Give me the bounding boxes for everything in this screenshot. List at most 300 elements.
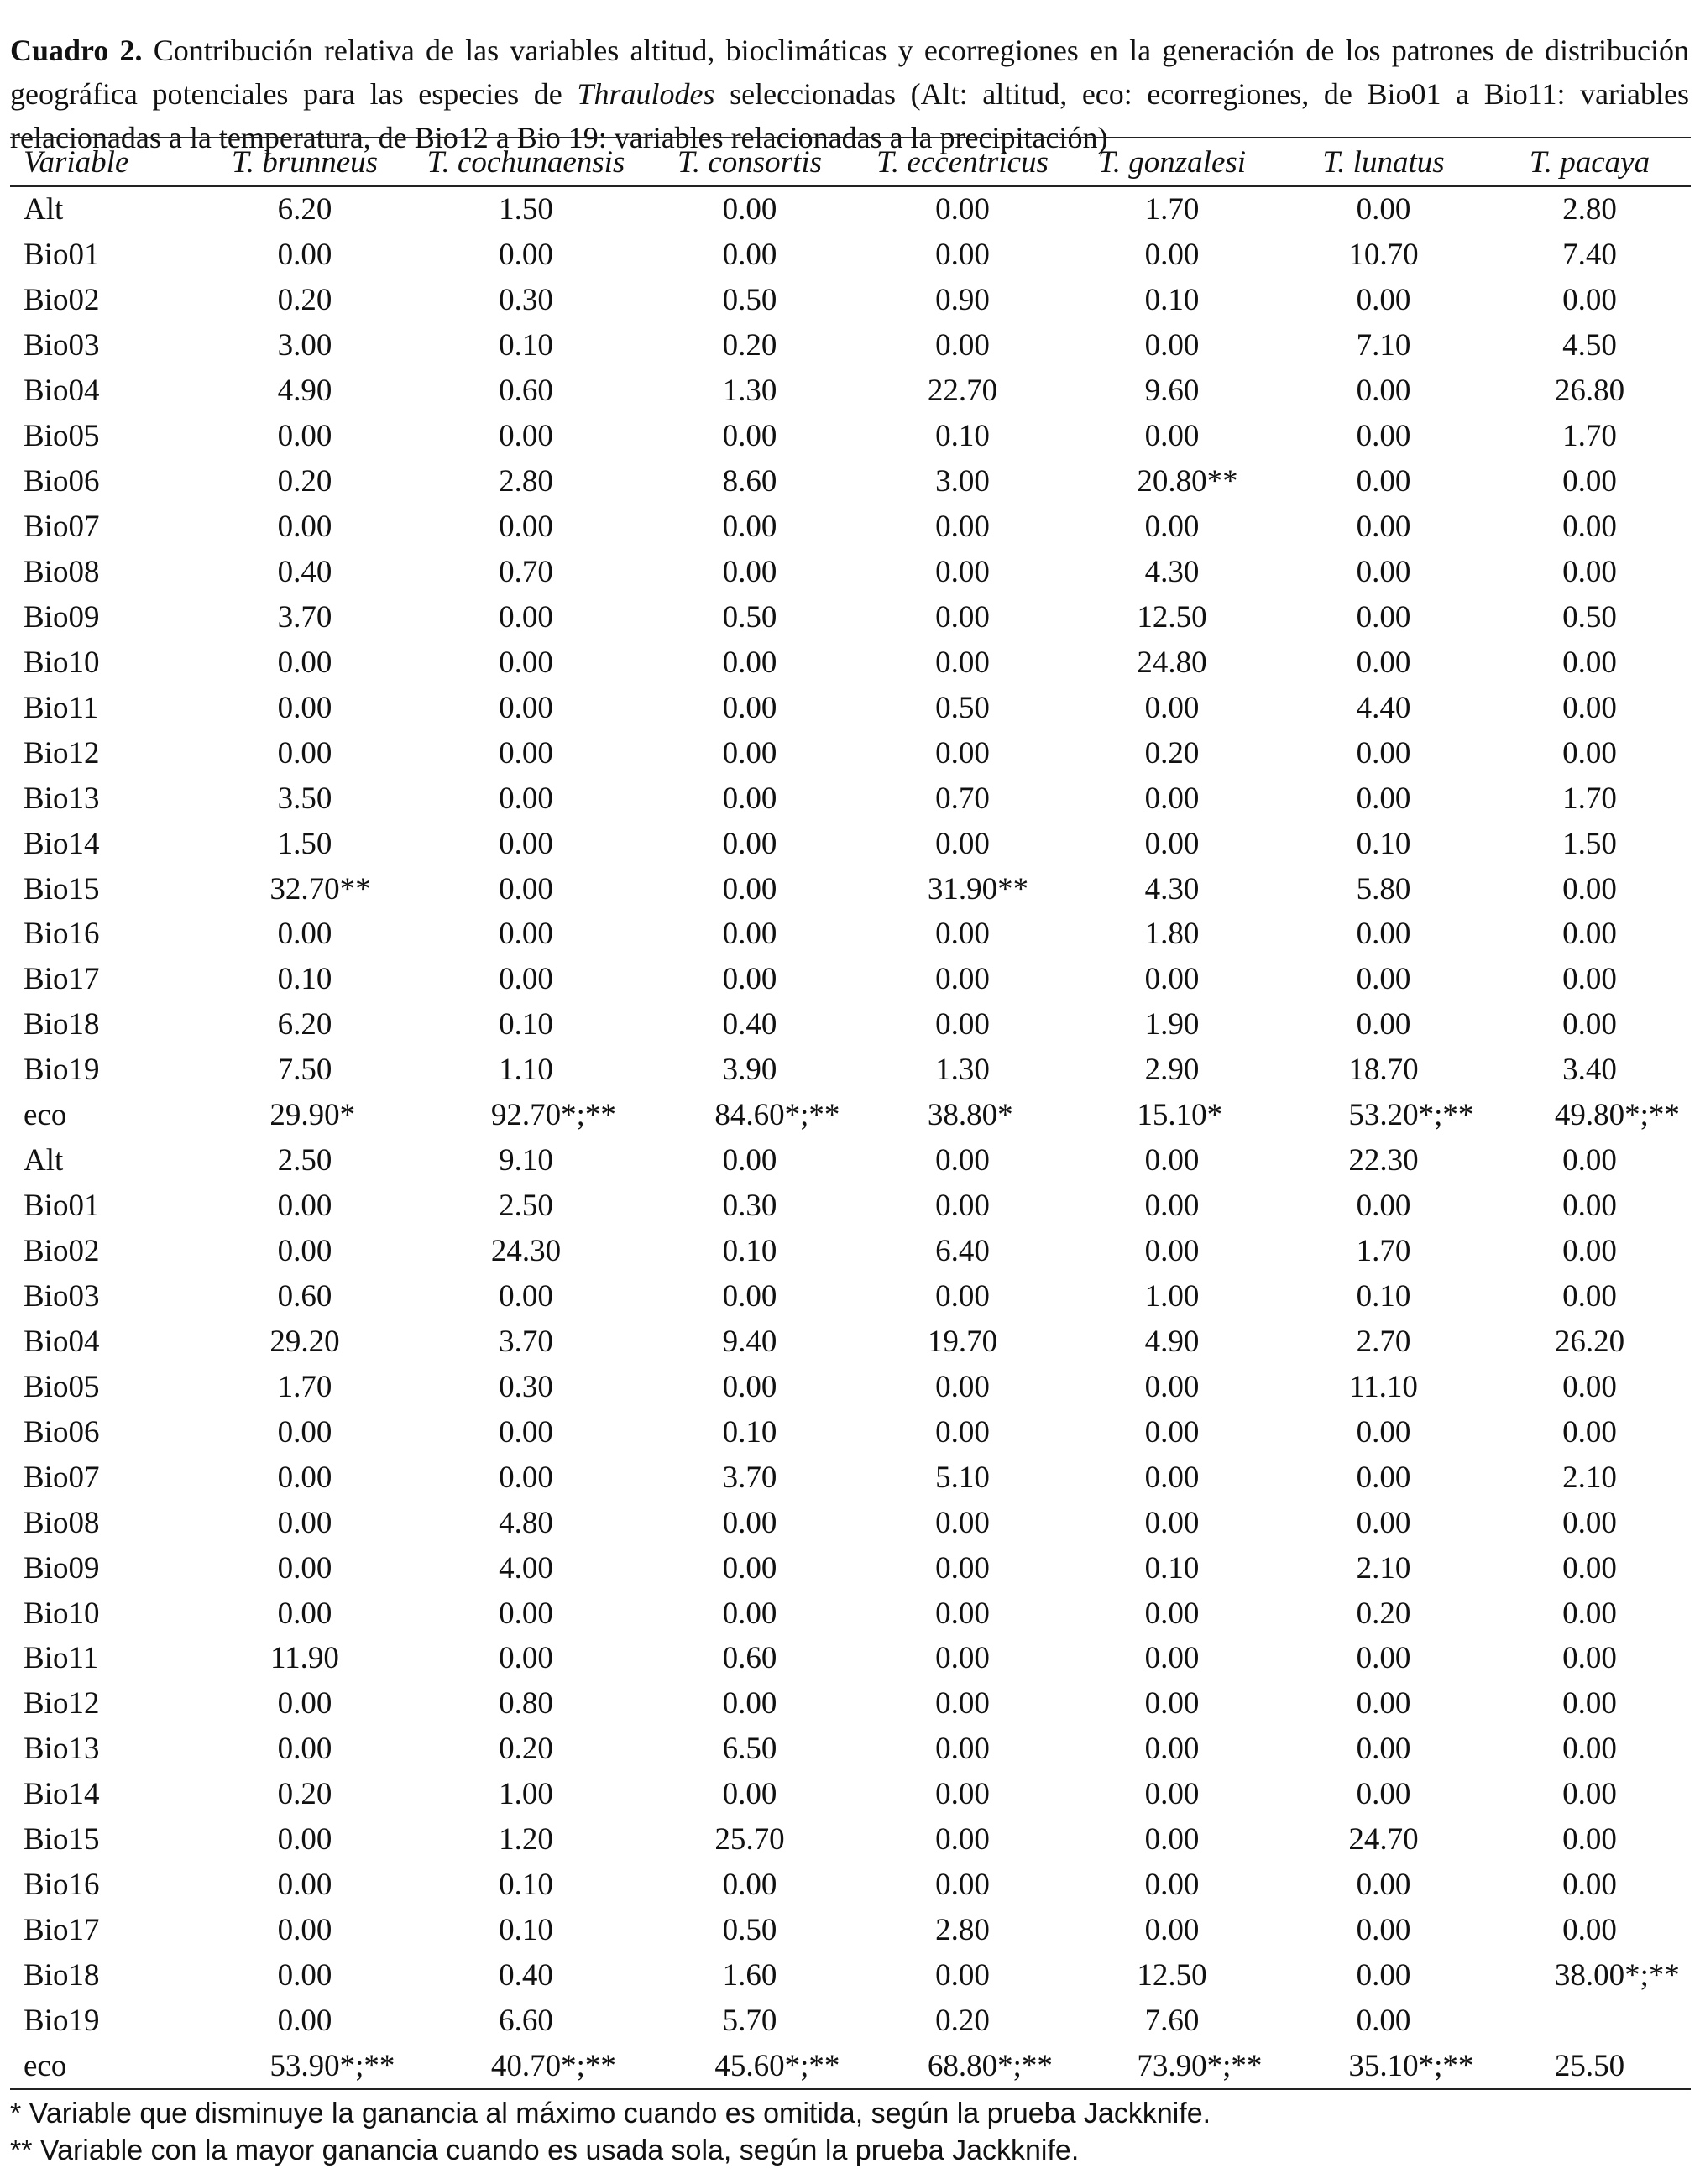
- cell-value: 1.50: [277, 826, 332, 861]
- value-cell: [1488, 1863, 1691, 1908]
- cell-value: 1.10: [499, 1053, 553, 1088]
- cell-value: 0.50: [935, 690, 990, 725]
- cell-value: 0.00: [935, 1686, 990, 1722]
- value-cell: [640, 1591, 860, 1636]
- value-cell: [1279, 1953, 1488, 1999]
- value-cell: [197, 550, 412, 595]
- cell-value: 1.70: [1356, 1234, 1411, 1269]
- value-cell: [860, 1319, 1065, 1364]
- value-cell: [860, 323, 1065, 368]
- value-cell: [412, 459, 640, 504]
- cell-value: 0.00: [1356, 1732, 1411, 1767]
- variable-name-cell: Bio19: [24, 1053, 100, 1088]
- cell-value: 0.00: [935, 1732, 990, 1767]
- value-cell: [1488, 1591, 1691, 1636]
- caption-genus: Thraulodes: [577, 77, 715, 111]
- value-cell: [412, 504, 640, 550]
- cell-value: 1.00: [1144, 1278, 1200, 1314]
- variable-name-cell: Bio12: [24, 735, 100, 771]
- value-cell: [412, 957, 640, 1002]
- value-cell: [197, 1908, 412, 1953]
- table-row: [10, 1048, 1691, 1093]
- value-cell: [1065, 1863, 1279, 1908]
- value-cell: [197, 1229, 412, 1274]
- cell-value: 0.00: [1356, 1007, 1411, 1042]
- variable-name-cell: Bio17: [24, 962, 100, 997]
- cell-value: 0.00: [277, 1550, 332, 1586]
- table-row: [10, 1455, 1691, 1500]
- footnote-single-star: * Variable que disminuye la ganancia al máximo cuando es omitida, según la prueba Jackknife.: [10, 2098, 1211, 2129]
- cell-value: 0.00: [499, 1414, 553, 1450]
- cell-value: 0.00: [277, 1189, 332, 1224]
- variable-name-cell: Bio08: [24, 554, 100, 589]
- table-row: [10, 1409, 1691, 1455]
- cell-value: 0.00: [935, 1550, 990, 1586]
- value-cell: [1488, 1274, 1691, 1319]
- value-cell: [1279, 1364, 1488, 1409]
- variable-name-cell: eco: [24, 1098, 67, 1133]
- value-cell: [1488, 504, 1691, 550]
- value-cell: [1065, 1138, 1279, 1183]
- value-cell: [197, 1455, 412, 1500]
- value-cell: [1279, 594, 1488, 640]
- variable-name-cell: Alt: [24, 192, 64, 227]
- value-cell: [1279, 1772, 1488, 1817]
- cell-value: 0.20: [277, 283, 332, 318]
- cell-value: 0.10: [499, 1913, 553, 1948]
- cell-value: 6.20: [277, 1007, 332, 1042]
- value-cell: [860, 1908, 1065, 1953]
- table-row: [10, 1681, 1691, 1727]
- value-cell: [1065, 866, 1279, 912]
- value-cell: [1488, 1138, 1691, 1183]
- value-cell: [1065, 2043, 1279, 2089]
- variable-name-cell: Alt: [24, 1143, 64, 1178]
- value-cell: [1488, 368, 1691, 414]
- value-cell: [1279, 1863, 1488, 1908]
- cell-value: 0.00: [277, 1414, 332, 1450]
- cell-value: 7.50: [277, 1053, 332, 1088]
- cell-value: 0.20: [1144, 735, 1200, 771]
- cell-value: 0.00: [1562, 1686, 1617, 1722]
- table-body: [10, 186, 1691, 2089]
- value-cell: [860, 1727, 1065, 1772]
- cell-value: 0.00: [722, 826, 777, 861]
- value-cell: [1488, 730, 1691, 776]
- value-cell: [860, 1183, 1065, 1229]
- cell-value: 0.00: [1562, 735, 1617, 771]
- value-cell: [197, 1591, 412, 1636]
- cell-value: 0.00: [935, 1007, 990, 1042]
- cell-value: 0.00: [1562, 1868, 1617, 1903]
- significance-mark: *: [1206, 1098, 1223, 1133]
- table-row: [10, 550, 1691, 595]
- cell-value: 0.00: [1144, 1234, 1200, 1269]
- table-row: [10, 957, 1691, 1002]
- value-cell: [1488, 186, 1691, 233]
- variable-name-cell: Bio05: [24, 1369, 100, 1404]
- table-row: [10, 1772, 1691, 1817]
- caption-text-2: seleccionadas (Alt: altitud, eco: ecorregiones, de Bio01 a Bio11: variables relacionadas a la temperatura, de Bio12 a Bio 19: variables relacionadas a la precipitación): [10, 77, 1690, 154]
- cell-value: 0.00: [935, 1143, 990, 1178]
- variable-name-cell: Bio16: [24, 917, 100, 952]
- value-cell: [860, 1999, 1065, 2044]
- value-cell: [197, 685, 412, 730]
- variable-name-cell: Bio14: [24, 826, 100, 861]
- value-cell: [640, 1319, 860, 1364]
- value-cell: [1279, 1727, 1488, 1772]
- value-cell: [860, 1545, 1065, 1591]
- value-cell: [1488, 459, 1691, 504]
- significance-mark: **: [1206, 464, 1238, 499]
- table-row: [10, 640, 1691, 685]
- value-cell: [197, 414, 412, 459]
- cell-value: 0.00: [1144, 419, 1200, 454]
- value-cell: [412, 1274, 640, 1319]
- cell-value: 29.20: [269, 1324, 340, 1359]
- value-cell: [1065, 821, 1279, 866]
- cell-value: 0.70: [499, 554, 553, 589]
- cell-value: 0.50: [722, 1913, 777, 1948]
- cell-value: 1.30: [935, 1053, 990, 1088]
- value-cell: [640, 2043, 860, 2089]
- value-cell: [197, 1953, 412, 1999]
- value-cell: [197, 459, 412, 504]
- cell-value: 0.70: [935, 781, 990, 816]
- cell-value: 7.60: [1144, 2003, 1200, 2038]
- cell-value: 2.10: [1356, 1550, 1411, 1586]
- table-row: [10, 504, 1691, 550]
- cell-value: 0.00: [722, 1686, 777, 1722]
- cell-value: 0.00: [1356, 599, 1411, 635]
- header-species: T. eccentricus: [860, 138, 1065, 186]
- value-cell: [412, 368, 640, 414]
- value-cell: [1279, 1002, 1488, 1048]
- cell-value: 15.10 *: [1137, 1098, 1223, 1133]
- cell-value: 1.30: [722, 374, 777, 409]
- cell-value: 92.70 *;**: [490, 1098, 616, 1133]
- value-cell: [197, 1274, 412, 1319]
- cell-value: 4.30: [1144, 554, 1200, 589]
- variable-name-cell: Bio09: [24, 599, 100, 635]
- cell-value: 0.00: [1356, 1686, 1411, 1722]
- value-cell: [197, 1002, 412, 1048]
- value-cell: [640, 414, 860, 459]
- value-cell: [1065, 776, 1279, 821]
- cell-value: 53.90 *;**: [269, 2048, 395, 2083]
- cell-value: 7.40: [1562, 238, 1617, 273]
- value-cell: [412, 1183, 640, 1229]
- cell-value: 0.00: [277, 509, 332, 545]
- cell-value: 0.00: [1562, 1641, 1617, 1676]
- value-cell: [412, 1999, 640, 2044]
- value-cell: [1488, 1364, 1691, 1409]
- value-cell: [1488, 414, 1691, 459]
- value-cell: [412, 821, 640, 866]
- cell-value: 0.00: [277, 690, 332, 725]
- variable-name-cell: Bio01: [24, 238, 100, 273]
- value-cell: [1279, 957, 1488, 1002]
- variable-name-cell: Bio08: [24, 1505, 100, 1540]
- value-cell: [412, 550, 640, 595]
- cell-value: 3.90: [722, 1053, 777, 1088]
- value-cell: [640, 1545, 860, 1591]
- value-cell: [1279, 640, 1488, 685]
- cell-value: 0.00: [722, 962, 777, 997]
- value-cell: [640, 640, 860, 685]
- cell-value: 9.60: [1144, 374, 1200, 409]
- cell-value: 0.00: [1356, 645, 1411, 680]
- cell-value: 0.00: [1562, 1913, 1617, 1948]
- value-cell: [860, 685, 1065, 730]
- cell-value: 20.80 **: [1137, 464, 1238, 499]
- cell-value: 0.00: [722, 1868, 777, 1903]
- value-cell: [197, 1772, 412, 1817]
- cell-value: 0.00: [722, 509, 777, 545]
- cell-value: 0.00: [722, 192, 777, 227]
- cell-value: 0.00: [722, 781, 777, 816]
- cell-value: 0.00: [722, 735, 777, 771]
- significance-mark: **: [339, 871, 371, 907]
- cell-value: 0.00: [1562, 1007, 1617, 1042]
- variable-name-cell: Bio04: [24, 374, 100, 409]
- value-cell: [412, 1953, 640, 1999]
- header-species: T. lunatus: [1279, 138, 1488, 186]
- value-cell: [1279, 685, 1488, 730]
- cell-value: 0.00: [1144, 690, 1200, 725]
- value-cell: [1065, 1319, 1279, 1364]
- value-cell: [1279, 866, 1488, 912]
- variable-name-cell: Bio17: [24, 1913, 100, 1948]
- cell-value: 53.20 *;**: [1348, 1098, 1474, 1133]
- cell-value: 0.00: [935, 192, 990, 227]
- value-cell: [1279, 776, 1488, 821]
- value-cell: [412, 1817, 640, 1863]
- cell-value: 0.00: [1562, 1414, 1617, 1450]
- cell-value: 0.00: [935, 238, 990, 273]
- value-cell: [1065, 1591, 1279, 1636]
- cell-value: 3.70: [277, 599, 332, 635]
- value-cell: [1279, 1545, 1488, 1591]
- cell-value: 0.00: [1144, 1913, 1200, 1948]
- variable-name-cell: Bio11: [24, 1641, 99, 1676]
- value-cell: [1488, 550, 1691, 595]
- cell-value: 0.00: [1144, 1641, 1200, 1676]
- value-cell: [1279, 1999, 1488, 2044]
- cell-value: 2.90: [1144, 1053, 1200, 1088]
- table-row: [10, 1999, 1691, 2044]
- value-cell: [197, 1863, 412, 1908]
- cell-value: 0.00: [277, 1913, 332, 1948]
- header-species: T. cochunaensis: [412, 138, 640, 186]
- value-cell: [1065, 1183, 1279, 1229]
- value-cell: [1279, 1048, 1488, 1093]
- value-cell: [197, 594, 412, 640]
- value-cell: [412, 640, 640, 685]
- significance-mark: *;**: [1418, 2048, 1474, 2083]
- cell-value: 9.10: [499, 1143, 553, 1178]
- value-cell: [1065, 730, 1279, 776]
- cell-value: 0.00: [1562, 1234, 1617, 1269]
- value-cell: [412, 1908, 640, 1953]
- value-cell: [1279, 1183, 1488, 1229]
- cell-value: 0.00: [499, 599, 553, 635]
- cell-value: 0.00: [1356, 374, 1411, 409]
- value-cell: [640, 821, 860, 866]
- cell-value: 0.00: [935, 735, 990, 771]
- value-cell: [197, 730, 412, 776]
- value-cell: [1065, 186, 1279, 233]
- significance-mark: *: [997, 1098, 1013, 1133]
- value-cell: [640, 730, 860, 776]
- table-row: [10, 912, 1691, 957]
- cell-value: 12.50: [1137, 599, 1207, 635]
- table-row: [10, 1591, 1691, 1636]
- value-cell: [640, 1999, 860, 2044]
- value-cell: [860, 233, 1065, 278]
- value-cell: [860, 1591, 1065, 1636]
- cell-value: 0.00: [935, 1868, 990, 1903]
- value-cell: [1279, 186, 1488, 233]
- cell-value: 0.00: [935, 1189, 990, 1224]
- value-cell: [1065, 550, 1279, 595]
- value-cell: [1065, 1500, 1279, 1545]
- cell-value: 0.00: [935, 1414, 990, 1450]
- value-cell: [860, 1817, 1065, 1863]
- table-row: [10, 1908, 1691, 1953]
- variable-name-cell: Bio04: [24, 1324, 100, 1359]
- value-cell: [860, 1863, 1065, 1908]
- cell-value: 0.00: [935, 1958, 990, 1993]
- value-cell: [412, 1319, 640, 1364]
- header-species: T. pacaya: [1488, 138, 1691, 186]
- cell-value: 0.00: [1562, 962, 1617, 997]
- variable-name-cell: eco: [10, 2043, 197, 2089]
- value-cell: [412, 323, 640, 368]
- cell-value: 0.20: [935, 2003, 990, 2038]
- cell-value: 0.00: [499, 509, 553, 545]
- cell-value: 6.40: [935, 1234, 990, 1269]
- value-cell: [197, 1636, 412, 1681]
- cell-value: 0.00: [935, 328, 990, 363]
- value-cell: [1279, 1274, 1488, 1319]
- cell-value: 0.00: [499, 1596, 553, 1631]
- value-cell: [1488, 776, 1691, 821]
- value-cell: [640, 685, 860, 730]
- cell-value: 4.40: [1356, 690, 1411, 725]
- cell-value: 3.70: [722, 1460, 777, 1495]
- table-row: [10, 368, 1691, 414]
- cell-value: 0.00: [1144, 1505, 1200, 1540]
- cell-value: 0.00: [1144, 238, 1200, 273]
- cell-value: 0.00: [722, 1596, 777, 1631]
- value-cell: [640, 957, 860, 1002]
- value-cell: [860, 1409, 1065, 1455]
- table-row: [10, 1817, 1691, 1863]
- cell-value: 0.00: [499, 1278, 553, 1314]
- value-cell: [197, 1093, 412, 1138]
- value-cell: [197, 1048, 412, 1093]
- variable-name-cell: Bio13: [24, 781, 100, 816]
- value-cell: [197, 1817, 412, 1863]
- cell-value: 11.90: [270, 1641, 339, 1676]
- value-cell: [640, 1817, 860, 1863]
- cell-value: 0.00: [1356, 1641, 1411, 1676]
- value-cell: [1279, 912, 1488, 957]
- value-cell: [860, 594, 1065, 640]
- value-cell: [197, 1364, 412, 1409]
- cell-value: 0.00: [935, 826, 990, 861]
- cell-value: 2.50: [499, 1189, 553, 1224]
- cell-value: 0.00: [1356, 1189, 1411, 1224]
- variable-name-cell: Bio07: [24, 1460, 100, 1495]
- value-cell: [1065, 233, 1279, 278]
- cell-value: 0.00: [1144, 1143, 1200, 1178]
- value-cell: [412, 1863, 640, 1908]
- cell-value: 38.00 *;**: [1554, 1958, 1680, 1993]
- value-cell: [197, 323, 412, 368]
- value-cell: [1065, 1229, 1279, 1274]
- value-cell: [640, 459, 860, 504]
- cell-value: 0.50: [1562, 599, 1617, 635]
- value-cell: [1065, 1636, 1279, 1681]
- cell-value: 11.10: [1349, 1369, 1418, 1404]
- cell-value: 4.80: [499, 1505, 553, 1540]
- cell-value: 0.00: [1144, 962, 1200, 997]
- cell-value: 0.00: [277, 1822, 332, 1857]
- cell-value: 0.00: [277, 1234, 332, 1269]
- value-cell: [640, 504, 860, 550]
- variable-name-cell: Bio14: [24, 1777, 100, 1812]
- value-cell: [1488, 1455, 1691, 1500]
- cell-value: 0.00: [1356, 1868, 1411, 1903]
- value-cell: [412, 730, 640, 776]
- value-cell: [1488, 1500, 1691, 1545]
- value-cell: [1279, 1409, 1488, 1455]
- value-cell: [412, 866, 640, 912]
- cell-value: 26.20: [1554, 1324, 1625, 1359]
- value-cell: [1065, 323, 1279, 368]
- value-cell: [1065, 685, 1279, 730]
- value-cell: [1065, 368, 1279, 414]
- cell-value: 0.00: [722, 1143, 777, 1178]
- cell-value: 0.10: [722, 1414, 777, 1450]
- cell-value: 0.10: [499, 1868, 553, 1903]
- cell-value: 0.00: [935, 1369, 990, 1404]
- cell-value: 3.00: [935, 464, 990, 499]
- cell-value: 0.00: [722, 238, 777, 273]
- value-cell: [1065, 278, 1279, 323]
- cell-value: 0.20: [277, 464, 332, 499]
- value-cell: [1488, 640, 1691, 685]
- cell-value: 0.50: [722, 283, 777, 318]
- cell-value: 9.40: [722, 1324, 777, 1359]
- value-cell: [860, 1274, 1065, 1319]
- value-cell: [197, 1545, 412, 1591]
- significance-mark: *;**: [1206, 2048, 1263, 2083]
- value-cell: [197, 866, 412, 912]
- table-row: [10, 1500, 1691, 1545]
- value-cell: [860, 414, 1065, 459]
- cell-value: 24.80: [1137, 645, 1207, 680]
- value-cell: [640, 1274, 860, 1319]
- value-cell: [1488, 1727, 1691, 1772]
- cell-value: 49.80 *;**: [1554, 1098, 1680, 1133]
- cell-value: 0.00: [1356, 1913, 1411, 1948]
- header-variable: Variable: [10, 138, 197, 186]
- cell-value: 0.00: [722, 645, 777, 680]
- value-cell: [860, 1229, 1065, 1274]
